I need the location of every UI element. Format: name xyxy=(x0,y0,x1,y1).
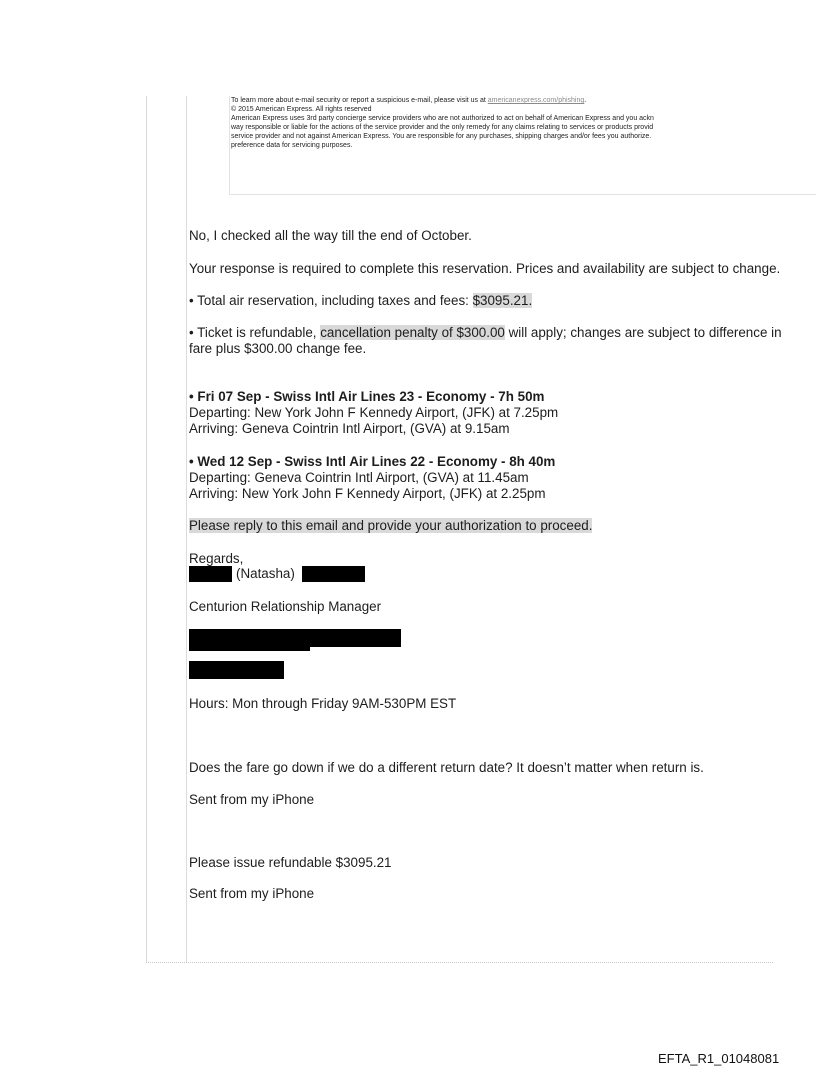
flight-departing: Departing: New York John F Kennedy Airport, (JFK) at 7.25pm xyxy=(189,405,559,420)
total-label: Total air reservation, including taxes and fees: xyxy=(193,293,473,308)
response-required-text: Your response is required to complete this reservation. Prices and availability are subject to change. xyxy=(189,261,781,276)
authorization-text: Please reply to this email and provide your authorization to proceed. xyxy=(189,518,593,533)
authorization-request xyxy=(189,518,592,534)
disclaimer-line: preference data for servicing purposes. xyxy=(231,142,353,149)
total-line xyxy=(189,293,532,309)
flight-arriving: Arriving: New York John F Kennedy Airport, (JFK) at 2.25pm xyxy=(189,486,546,501)
flight-header: • Fri 07 Sep - Swiss Intl Air Lines 23 - Economy - 7h 50m xyxy=(189,389,545,404)
signature-title: Centurion Relationship Manager xyxy=(189,599,382,614)
bullet: • xyxy=(189,293,194,308)
sent-from-text: Sent from my iPhone xyxy=(189,792,315,807)
security-suffix: . xyxy=(584,97,587,104)
hours-text: Hours: Mon through Friday 9AM-530PM EST xyxy=(189,696,457,711)
reply-text: Does the fare go down if we do a different return date? It doesn’t matter when return is. xyxy=(189,760,704,775)
copyright-text: © 2015 American Express. All rights reserved xyxy=(231,106,372,113)
bates-number: EFTA_R1_01048081 xyxy=(658,1051,780,1066)
ticket-line xyxy=(189,325,782,341)
redaction-box xyxy=(189,661,284,679)
quote-bar xyxy=(186,96,187,962)
flight-departing: Departing: Geneva Cointrin Intl Airport, (GVA) at 11.45am xyxy=(189,470,529,485)
disclaimer-line: way responsible or liable for the actions of the service provider and the only remedy for any claims relating to services or products provid xyxy=(231,124,654,131)
flight-arriving: Arriving: Geneva Cointrin Intl Airport, (GVA) at 9.15am xyxy=(189,421,510,436)
reply-text: Please issue refundable $3095.21 xyxy=(189,855,392,870)
sent-from-text: Sent from my iPhone xyxy=(189,886,315,901)
redaction-box xyxy=(189,566,232,582)
ticket-line-2: fare plus $300.00 change fee. xyxy=(189,341,367,356)
ticket-suffix: will apply; changes are subject to difference in xyxy=(504,325,782,340)
bullet: • xyxy=(189,325,194,340)
regards-text: Regards, xyxy=(189,551,244,566)
cancellation-penalty: cancellation penalty of $300.00 xyxy=(320,325,505,340)
security-notice xyxy=(231,97,586,106)
redaction-box xyxy=(302,566,365,582)
phishing-link[interactable]: americanexpress.com/phishing xyxy=(487,97,585,104)
redaction-box xyxy=(189,647,310,651)
disclaimer-line: service provider and not against American Express. You are responsible for any purchases, shipping charges and/or fees you authorize. xyxy=(231,133,652,140)
total-amount: $3095.21. xyxy=(472,293,533,308)
flight-header: • Wed 12 Sep - Swiss Intl Air Lines 22 - Economy - 8h 40m xyxy=(189,454,556,469)
security-text: To learn more about e-mail security or report a suspicious e-mail, please visit us at xyxy=(231,97,488,104)
ticket-label: Ticket is refundable, xyxy=(193,325,321,340)
reply-text: No, I checked all the way till the end of October. xyxy=(189,228,472,243)
signature-name: (Natasha) xyxy=(236,566,295,581)
disclaimer-line: American Express uses 3rd party concierge service providers who are not authorized to act on behalf of American Express and you ackn xyxy=(231,115,654,122)
redaction-box xyxy=(189,629,401,647)
